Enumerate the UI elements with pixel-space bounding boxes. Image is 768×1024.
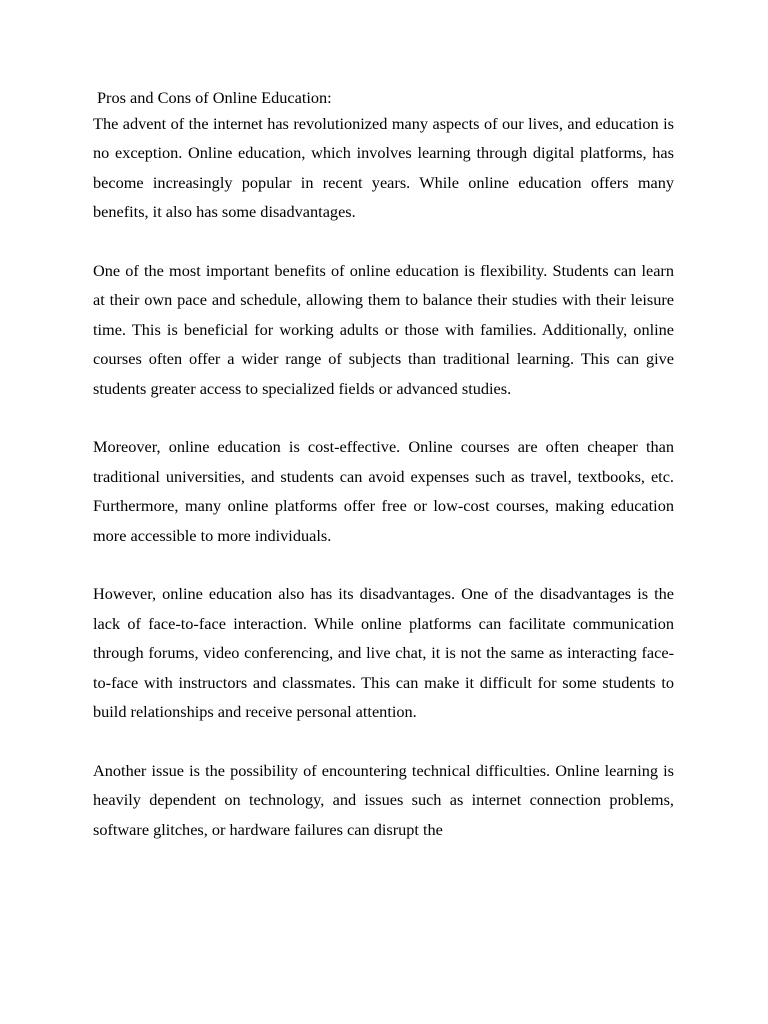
paragraph-flexibility: One of the most important benefits of online education is flexibility. Students can learn at their own pace and schedule, allowing them to balance their studies with their leisure time. This is beneficial for working adults or those with families. Additionally, online courses often offer a wider range of subjects than traditional learning. This can give students greater access to specialized fields or advanced studies.	[93, 261, 674, 398]
document-page	[93, 87, 674, 844]
paragraph-technical: Another issue is the possibility of encountering technical difficulties. Online learning is heavily dependent on technology, and issues such as internet connection problems, software glitches, or hardware failures can disrupt the	[93, 760, 674, 839]
document-title: Pros and Cons of Online Education:	[97, 88, 332, 107]
paragraph-cost: Moreover, online education is cost-effective. Online courses are often cheaper than traditional universities, and students can avoid expenses such as travel, textbooks, etc. Furthermore, many online platforms offer free or low-cost courses, making education more accessible to more individuals.	[93, 437, 674, 545]
paragraph-intro: The advent of the internet has revolutionized many aspects of our lives, and education is no exception. Online education, which involves learning through digital platforms, has become increasingly popular in recent years. While online education offers many benefits, it also has some disadvantages.	[93, 114, 674, 222]
paragraph-interaction: However, online education also has its disadvantages. One of the disadvantages is the lack of face-to-face interaction. While online platforms can facilitate communication through forums, video conferencing, and live chat, it is not the same as interacting face-to-face with instructors and classmates. This can make it difficult for some students to build relationships and receive personal attention.	[93, 584, 674, 722]
